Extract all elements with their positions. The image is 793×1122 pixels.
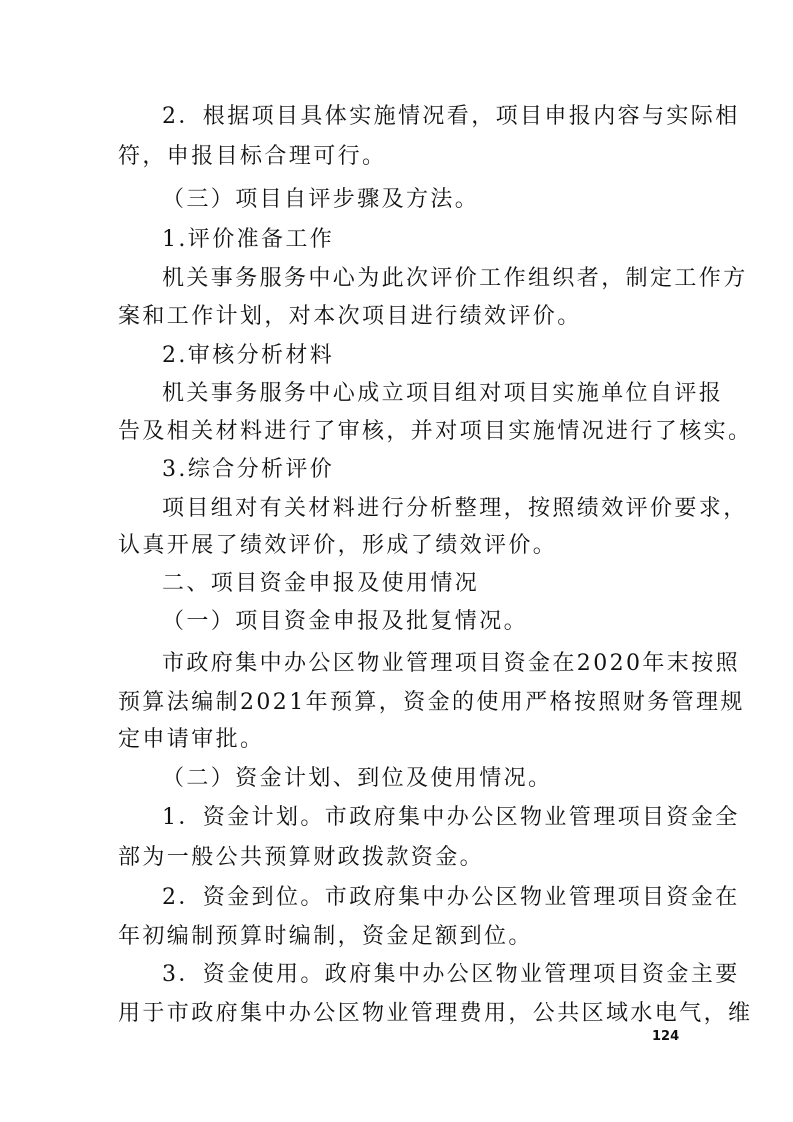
paragraph-line: 1．资金计划。市政府集中办公区物业管理项目资金全 — [162, 805, 740, 830]
section-heading: （二）资金计划、到位及使用情况。 — [162, 766, 553, 791]
chapter-heading: 二、项目资金申报及使用情况 — [162, 571, 480, 596]
paragraph-line: 定申请审批。 — [118, 727, 265, 752]
subsection-heading: 2.审核分析材料 — [162, 343, 335, 368]
paragraph-line: 告及相关材料进行了审核，并对项目实施情况进行了核实。 — [118, 419, 753, 444]
paragraph-line: 部为一般公共预算财政拨款资金。 — [118, 845, 485, 870]
subsection-heading: 1.评价准备工作 — [162, 227, 335, 252]
paragraph-line: 市政府集中办公区物业管理项目资金在2020年末按照 — [162, 651, 740, 676]
paragraph-line: 用于市政府集中办公区物业管理费用，公共区域水电气，维 — [118, 1001, 753, 1026]
paragraph-line: 预算法编制2021年预算，资金的使用严格按照财务管理规 — [118, 690, 745, 715]
paragraph-line: 2．根据项目具体实施情况看，项目申报内容与实际相 — [162, 104, 740, 129]
paragraph-line: 机关事务服务中心成立项目组对项目实施单位自评报 — [162, 381, 724, 406]
paragraph-line: 认真开展了绩效评价，形成了绩效评价。 — [118, 533, 558, 558]
page-number: 124 — [652, 1029, 680, 1044]
paragraph-line: 机关事务服务中心为此次评价工作组织者，制定工作方 — [162, 266, 748, 291]
paragraph-line: 符，申报目标合理可行。 — [118, 144, 387, 169]
paragraph-line: 年初编制预算时编制，资金足额到位。 — [118, 924, 533, 949]
paragraph-line: 案和工作计划，对本次项目进行绩效评价。 — [118, 304, 582, 329]
paragraph-line: 项目组对有关材料进行分析整理，按照绩效评价要求， — [162, 496, 748, 521]
paragraph-line: 3．资金使用。政府集中办公区物业管理项目资金主要 — [162, 962, 740, 987]
section-heading: （一）项目资金申报及批复情况。 — [162, 609, 529, 634]
section-heading: （三）项目自评步骤及方法。 — [162, 187, 480, 212]
subsection-heading: 3.综合分析评价 — [162, 457, 335, 482]
paragraph-line: 2．资金到位。市政府集中办公区物业管理项目资金在 — [162, 885, 740, 910]
